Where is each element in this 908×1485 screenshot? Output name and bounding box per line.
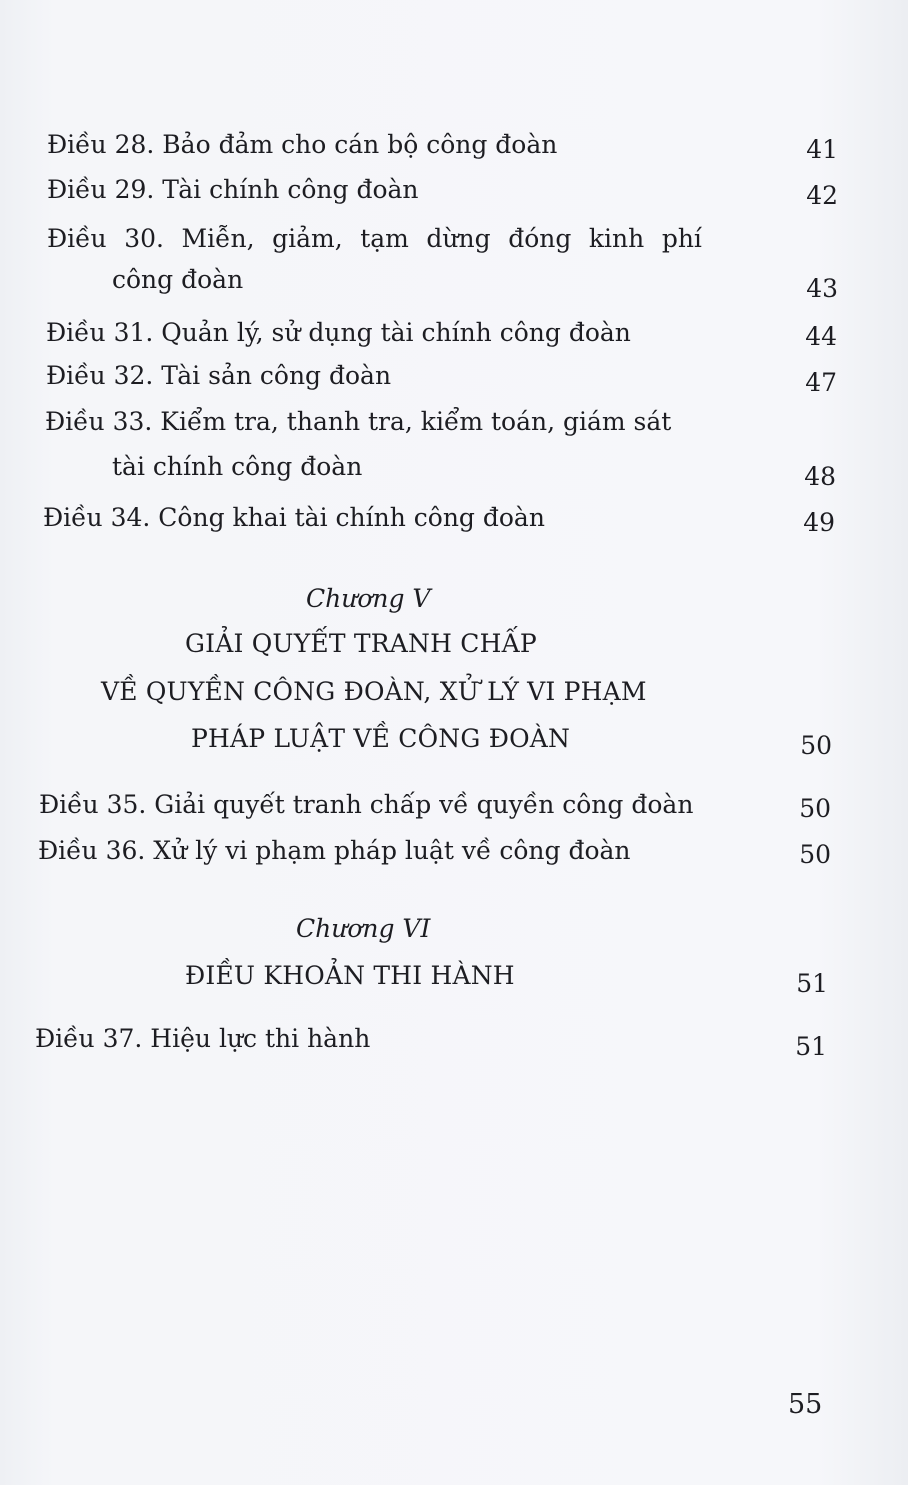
word: dừng — [426, 224, 491, 253]
toc-entry-article-30-line2: công đoàn — [112, 265, 244, 294]
toc-entry-article-33-line1: Điều 33. Kiểm tra, thanh tra, kiểm toán, giám sát — [45, 407, 672, 436]
word: tạm — [360, 224, 409, 253]
word: Điều — [47, 224, 107, 253]
toc-page-article-35: 50 — [799, 794, 831, 823]
chapter-6-title: ĐIỀU KHOẢN THI HÀNH — [185, 961, 515, 990]
toc-entry-article-32: Điều 32. Tài sản công đoàn — [46, 361, 392, 390]
toc-page-chapter-5: 50 — [800, 731, 832, 760]
toc-entry-article-35: Điều 35. Giải quyết tranh chấp về quyền công đoàn — [39, 790, 694, 819]
toc-entry-article-33-line2: tài chính công đoàn — [112, 452, 363, 481]
word: kinh — [588, 224, 645, 253]
toc-page-article-31: 44 — [805, 322, 837, 351]
toc-page-article-37: 51 — [795, 1032, 827, 1061]
toc-entry-article-31: Điều 31. Quản lý, sử dụng tài chính công đoàn — [46, 318, 631, 347]
toc-page-article-30: 43 — [806, 274, 838, 303]
toc-page-article-36: 50 — [799, 840, 831, 869]
toc-page-article-29: 42 — [806, 181, 838, 210]
chapter-5-label: Chương V — [306, 584, 431, 613]
chapter-5-title-line1: GIẢI QUYẾT TRANH CHẤP — [185, 629, 537, 658]
word: giảm, — [272, 224, 343, 253]
toc-entry-article-28: Điều 28. Bảo đảm cho cán bộ công đoàn — [47, 130, 558, 159]
toc-page-article-32: 47 — [805, 368, 837, 397]
chapter-6-label: Chương VI — [296, 914, 431, 943]
toc-page-chapter-6: 51 — [796, 969, 828, 998]
chapter-5-title-line2: VỀ QUYỀN CÔNG ĐOÀN, XỬ LÝ VI PHẠM — [101, 677, 647, 706]
toc-page-article-28: 41 — [806, 135, 838, 164]
toc-page-article-34: 49 — [803, 508, 835, 537]
toc-entry-article-30-line1 — [47, 223, 702, 255]
word: Miễn, — [181, 224, 255, 253]
toc-entry-article-34: Điều 34. Công khai tài chính công đoàn — [43, 503, 545, 532]
toc-entry-article-29: Điều 29. Tài chính công đoàn — [47, 175, 419, 204]
toc-entry-article-36: Điều 36. Xử lý vi phạm pháp luật về công đoàn — [38, 836, 631, 865]
toc-page-article-33: 48 — [804, 462, 836, 491]
word: đóng — [508, 224, 572, 253]
word: 30. — [124, 224, 164, 253]
page-number: 55 — [788, 1389, 823, 1420]
toc-entry-article-37: Điều 37. Hiệu lực thi hành — [35, 1024, 371, 1053]
chapter-5-title-line3: PHÁP LUẬT VỀ CÔNG ĐOÀN — [191, 724, 571, 753]
word: phí — [661, 224, 702, 253]
